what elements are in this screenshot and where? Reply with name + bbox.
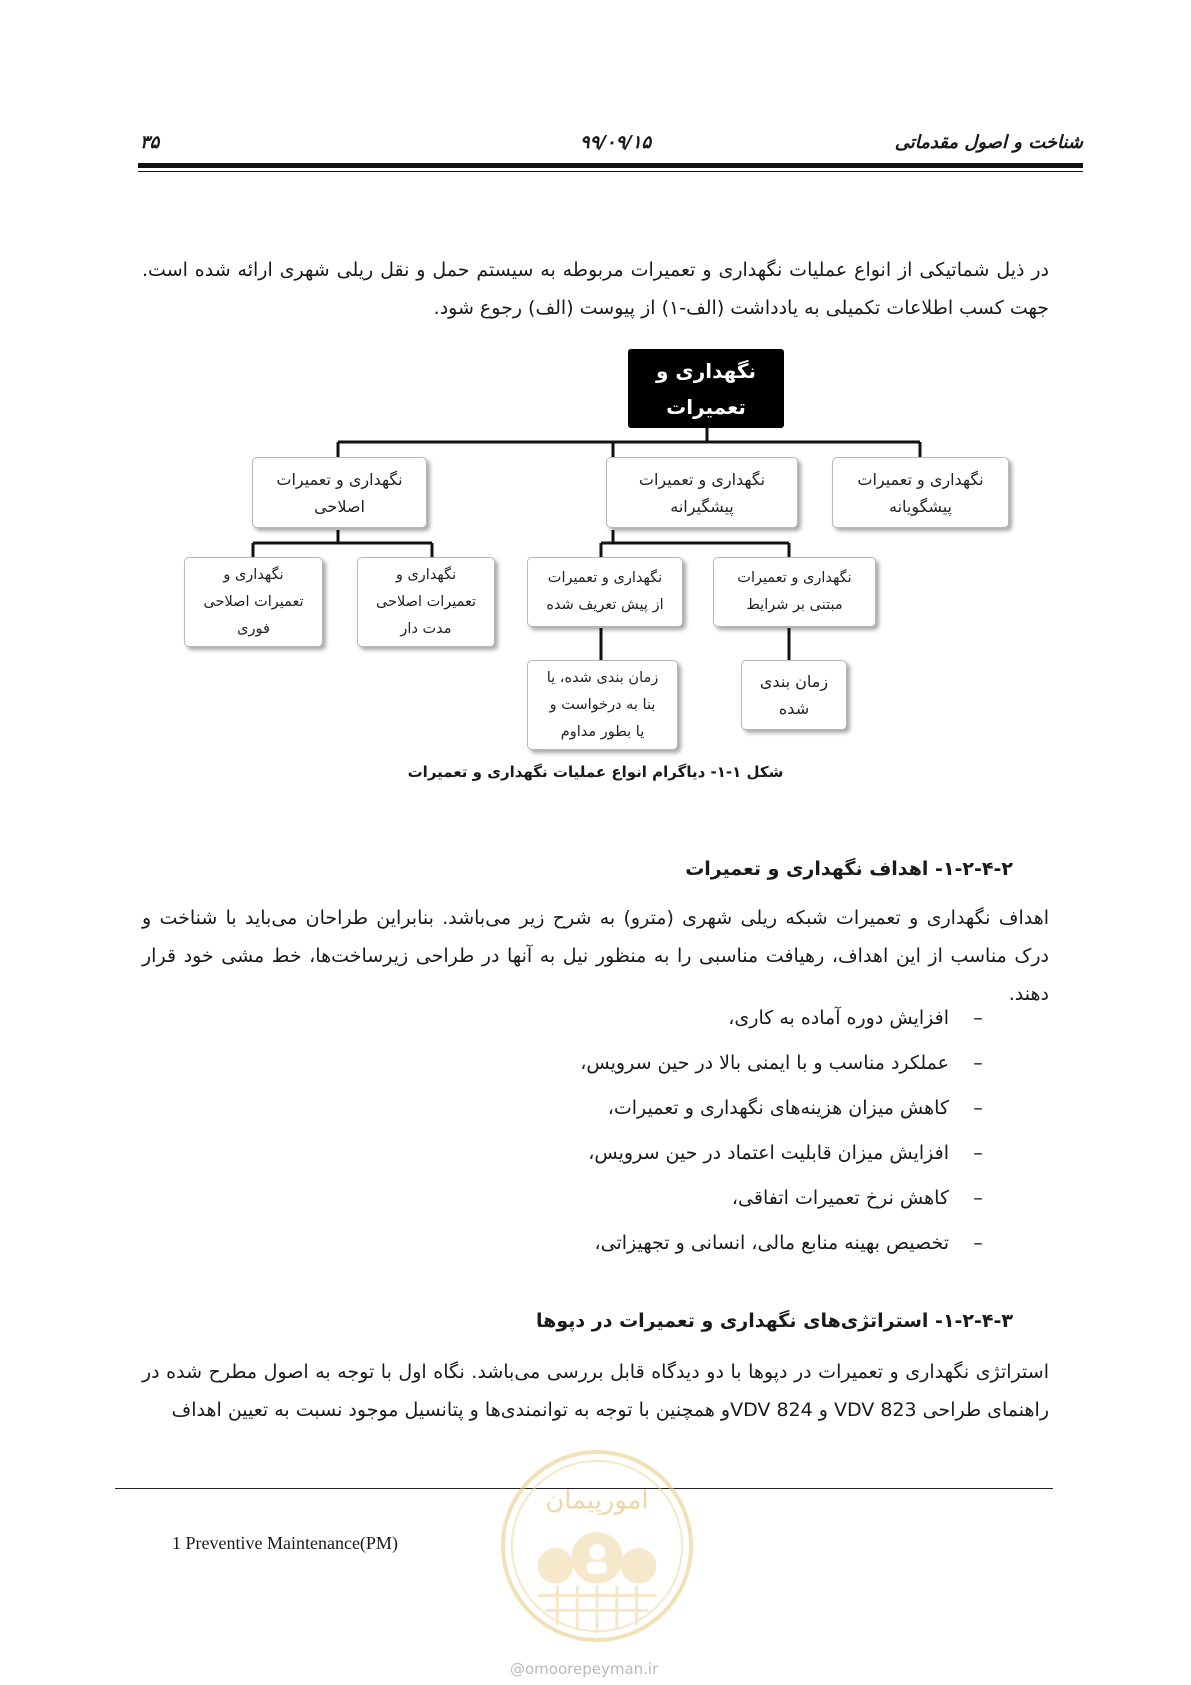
bullet-dash: – <box>973 1142 983 1164</box>
list-item: – تخصیص بهینه منابع مالی، انسانی و تجهیزاتی، <box>433 1221 993 1266</box>
diagram-node-scheduled: زمان بندی شده <box>741 660 847 730</box>
diagram-node-root: نگهداری و تعمیرات <box>628 349 784 428</box>
bullet-dash: – <box>973 1097 983 1119</box>
bullet-dash: – <box>973 1187 983 1209</box>
goals-bullet-list <box>433 996 993 1266</box>
list-item: – عملکرد مناسب و با ایمنی بالا در حین سرویس، <box>433 1041 993 1086</box>
diagram-node-predetermined: نگهداری و تعمیرات از پیش تعریف شده <box>527 557 683 627</box>
header-rule-thin <box>138 171 1083 172</box>
diagram-node-preventive: نگهداری و تعمیرات پیشگیرانه <box>606 457 798 528</box>
watermark-site: @omoorepeyman.ir <box>510 1660 659 1678</box>
watermark-seal-icon <box>498 1447 696 1645</box>
diagram-node-predictive: نگهداری و تعمیرات پیشگویانه <box>832 457 1009 528</box>
goals-paragraph: اهداف نگهداری و تعمیرات شبکه ریلی شهری (مترو) به شرح زیر می‌باشد. بنابراین طراحان می‌باید با شناخت و درک مناسب از این اهداف، رهیافت مناسبی را به منظور نیل به آنها در طراحی زیرساخت‌ها، خط مشی خود قرار دهند. <box>142 907 1049 1005</box>
diagram-node-corrective-deferred: نگهداری و تعمیرات اصلاحی مدت دار <box>357 557 495 647</box>
diagram-node-corrective-immediate: نگهداری و تعمیرات اصلاحی فوری <box>184 557 323 647</box>
footnote: 1 Preventive Maintenance(PM) <box>172 1533 398 1553</box>
list-item: – کاهش نرخ تعمیرات اتفاقی، <box>433 1176 993 1221</box>
bullet-dash: – <box>973 1007 983 1029</box>
diagram-node-condition-based: نگهداری و تعمیرات مبتنی بر شرایط <box>713 557 876 627</box>
svg-text:امورپیمان: امورپیمان <box>545 1485 649 1516</box>
page-number: ۳۵ <box>140 132 160 153</box>
header-rule-thick <box>138 163 1083 168</box>
figure-caption: شکل ۱-۱- دیاگرام انواع عملیات نگهداری و تعمیرات <box>407 763 784 781</box>
section-heading-strategy: ۱-۲-۴-۳- استراتژی‌های نگهداری و تعمیرات در دپوها <box>536 1310 1013 1332</box>
running-header-title: شناخت و اصول مقدماتی <box>894 132 1083 153</box>
section-heading-goals: ۱-۲-۴-۲- اهداف نگهداری و تعمیرات <box>685 858 1013 880</box>
bullet-dash: – <box>973 1232 983 1254</box>
bullet-dash: – <box>973 1052 983 1074</box>
diagram-node-scheduled-on-demand: زمان بندی شده، یا بنا به درخواست و یا بطور مداوم <box>527 660 678 750</box>
running-header-date: ۹۹/۰۹/۱۵ <box>580 132 652 153</box>
list-item: – افزایش میزان قابلیت اعتماد در حین سرویس، <box>433 1131 993 1176</box>
list-item: – کاهش میزان هزینه‌های نگهداری و تعمیرات، <box>433 1086 993 1131</box>
intro-paragraph: در ذیل شماتیکی از انواع عملیات نگهداری و تعمیرات مربوطه به سیستم حمل و نقل ریلی شهری ارائه شده است. جهت کسب اطلاعات تکمیلی به یادداشت (الف-۱) از پیوست (الف) رجوع شود. <box>142 259 1049 319</box>
list-item: – افزایش دوره آماده به کاری، <box>433 996 993 1041</box>
strategy-paragraph: استراتژی نگهداری و تعمیرات در دپوها با دو دیدگاه قابل بررسی می‌باشد. نگاه اول با توجه به اصول مطرح شده در راهنمای طراحی VDV 823 و VDV 824و همچنین با توجه به توانمندی‌ها و پتانسیل موجود نسبت به تعیین اهداف <box>142 1361 1049 1421</box>
diagram-node-corrective: نگهداری و تعمیرات اصلاحی <box>252 457 427 528</box>
